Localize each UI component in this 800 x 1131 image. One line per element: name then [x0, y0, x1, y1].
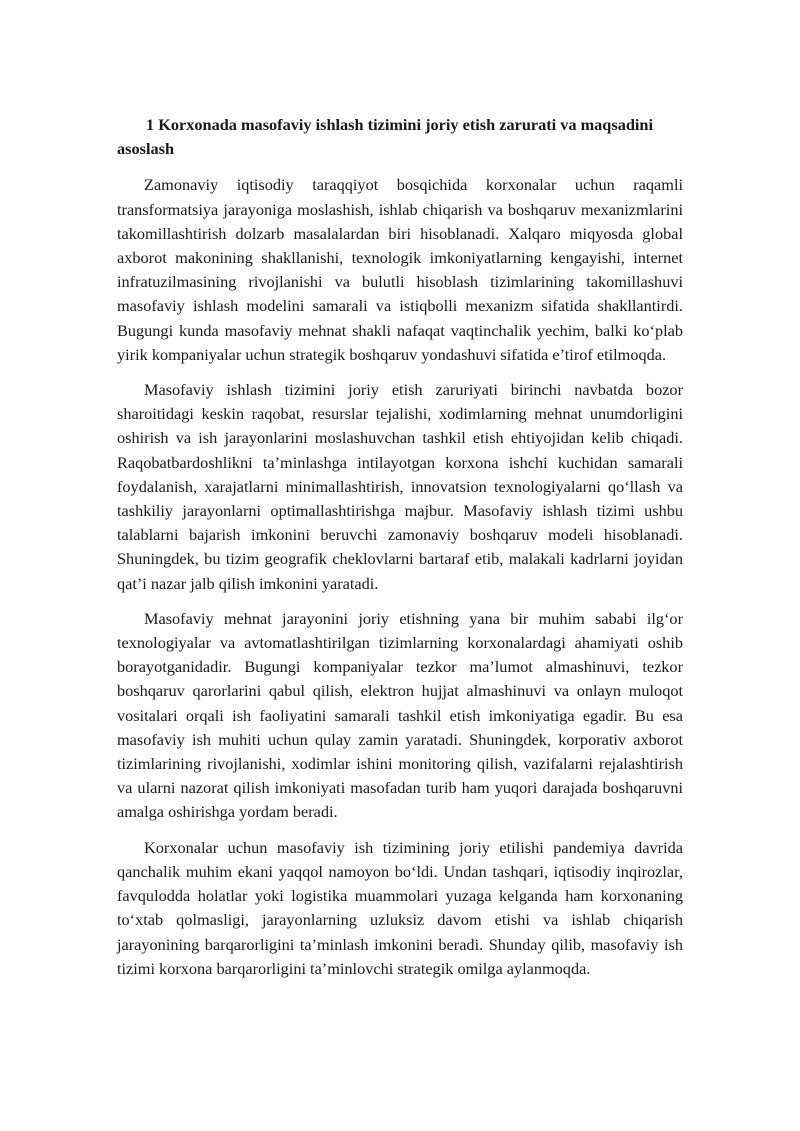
paragraph-3: Masofaviy mehnat jarayonini joriy etishning yana bir muhim sababi ilg‘or texnologiyalar va avtomatlashtirilgan tizimlarning korxonalardagi ahamiyati oshib borayotganidadir. Bugungi kompaniyalar tezkor ma’lumot almashinuvi, tezkor boshqaruv qarorlarini qabul qilish, elektron hujjat almashinuvi va onlayn muloqot vositalari orqali ish faoliyatini samarali tashkil etish imkoniyatiga egadir. Bu esa masofaviy ish muhiti uchun qulay zamin yaratadi. Shuningdek, korporativ axborot tizimlarining rivojlanishi, xodimlar ishini monitoring qilish, vazifalarni rejalashtirish va ularni nazorat qilish imkoniyati masofadan turib ham yuqori darajada boshqaruvni amalga oshirishga yordam beradi. [117, 608, 683, 822]
document-body [117, 113, 683, 992]
section-heading: 1 Korxonada masofaviy ishlash tizimini joriy etish zarurati va maqsadini asoslash [117, 115, 654, 159]
paragraph-2: Masofaviy ishlash tizimini joriy etish zaruriyati birinchi navbatda bozor sharoitidagi keskin raqobat, resurslar tejalishi, xodimlarning mehnat unumdorligini oshirish va ish jarayonlarini moslashuvchan tashkil etish ehtiyojidan kelib chiqadi. Raqobatbardoshlikni ta’minlashga intilayotgan korxona ishchi kuchidan samarali foydalanish, xarajatlarni minimallashtirish, innovatsion texnologiyalarni qo‘llash va tashkiliy jarayonlarni optimallashtirishga majbur. Masofaviy ishlash tizimi ushbu talablarni bajarish imkonini beruvchi zamonaviy boshqaruv modeli hisoblanadi. Shuningdek, bu tizim geografik cheklovlarni bartaraf etib, malakali kadrlarni joyidan qat’i nazar jalb qilish imkonini yaratadi. [117, 380, 683, 593]
paragraph-4: Korxonalar uchun masofaviy ish tizimining joriy etilishi pandemiya davrida qanchalik muhim ekani yaqqol namoyon bo‘ldi. Undan tashqari, iqtisodiy inqirozlar, favqulodda holatlar yoki logistika muammolari yuzaga kelganda ham korxonaning to‘xtab qolmasligi, jarayonlarning uzluksiz davom etishi va ishlab chiqarish jarayonining barqarorligini ta’minlash imkonini beradi. Shunday qilib, masofaviy ish tizimi korxona barqarorligini ta’minlovchi strategik omilga aylanmoqda. [117, 837, 683, 978]
paragraph-1: Zamonaviy iqtisodiy taraqqiyot bosqichida korxonalar uchun raqamli transformatsiya jarayoniga moslashish, ishlab chiqarish va boshqaruv mexanizmlarini takomillashtirish dolzarb masalalardan biri hisoblanadi. Xalqaro miqyosda global axborot makonining shakllanishi, texnologik imkoniyatlarning kengayishi, internet infratuzilmasining rivojlanishi va bulutli hisoblash tizimlarining takomillashuvi masofaviy ishlash modelini samarali va istiqbolli mexanizm sifatida shakllantirdi. Bugungi kunda masofaviy mehnat shakli nafaqat vaqtinchalik yechim, balki ko‘plab yirik kompaniyalar uchun strategik boshqaruv yondashuvi sifatida e’tirof etilmoqda. [117, 175, 683, 364]
